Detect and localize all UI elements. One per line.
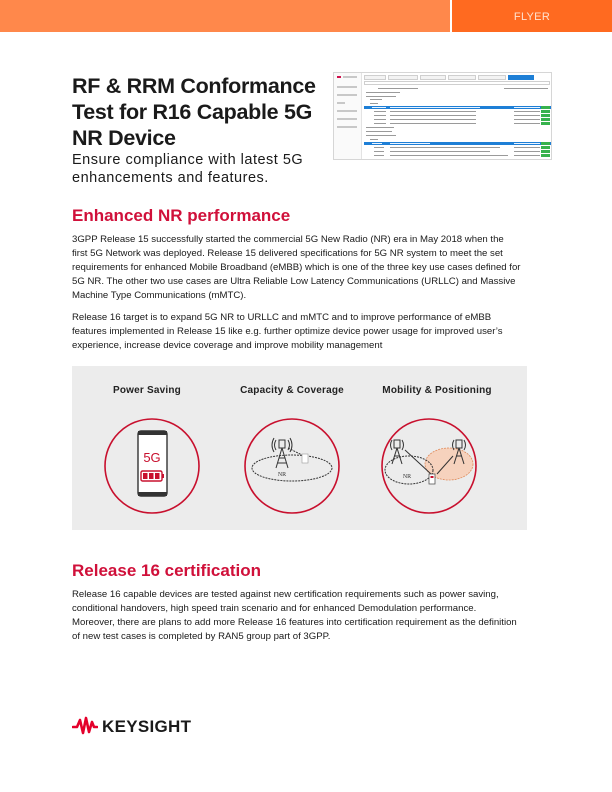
subtitle-line: enhancements and features. bbox=[72, 170, 269, 186]
title-line: NR Device bbox=[72, 126, 176, 150]
header-bar-left bbox=[0, 0, 450, 32]
screenshot-sidebar bbox=[334, 73, 362, 160]
text-line: Release 16 target is to expand 5G NR to URLLC and mMTC and to improve performance of eMBB bbox=[72, 312, 492, 323]
text-line: conditional handovers, high speed train scenario and for enhanced Demodulation performance. bbox=[72, 602, 477, 614]
svg-text:5G: 5G bbox=[143, 450, 161, 465]
text-line: 3GPP Release 15 successfully started the commercial 5G New Radio (NR) era in May 2018 when the bbox=[72, 234, 504, 245]
doc-type-label: FLYER bbox=[513, 11, 551, 23]
screenshot-toolbar bbox=[364, 81, 550, 85]
screenshot-tabs bbox=[364, 75, 550, 80]
svg-text:NR: NR bbox=[402, 474, 412, 480]
text-line: of new test cases is completed by RAN5 group part of 3GPP. bbox=[72, 630, 331, 642]
paragraph-release15 bbox=[72, 233, 542, 303]
app-logo-icon bbox=[337, 76, 341, 78]
doc-type-tab bbox=[452, 0, 612, 32]
cell-tower-coverage-icon bbox=[242, 418, 342, 514]
feature-illustration bbox=[72, 366, 527, 530]
title-line: RF & RRM Conformance bbox=[72, 74, 316, 98]
text-line: Moreover, there are plans to add more Release 16 features into certification requirement as the definition bbox=[72, 616, 517, 628]
phone-battery-icon bbox=[102, 418, 202, 514]
keysight-wave-icon bbox=[72, 716, 98, 736]
text-line: Machine Type Communications (mMTC). bbox=[72, 289, 247, 301]
title-line: Test for R16 Capable 5G bbox=[72, 100, 313, 124]
text-line: 5G NR. The other two use cases are Ultra Reliable Low Latency Communications (URLLC) and Massive bbox=[72, 275, 516, 287]
page-subtitle bbox=[72, 151, 342, 187]
section-heading-enhanced-nr: Enhanced NR performance bbox=[72, 206, 291, 225]
brand-name: KEYSIGHT bbox=[102, 717, 192, 736]
section-heading-release16: Release 16 certification bbox=[72, 561, 261, 580]
paragraph-release16-certification bbox=[72, 588, 542, 644]
subtitle-line: Ensure compliance with latest 5G bbox=[72, 152, 304, 168]
text-line: experience, increase device coverage and improve mobility management bbox=[72, 339, 383, 351]
software-screenshot bbox=[333, 72, 552, 160]
text-line: features implemented in Release 15 like e.g. further optimize device power usage for improved user’s bbox=[72, 325, 503, 337]
svg-text:NR: NR bbox=[277, 472, 287, 478]
caption-power-saving: Power Saving bbox=[113, 385, 181, 396]
caption-mobility-positioning: Mobility & Positioning bbox=[382, 385, 492, 396]
text-line: Release 16 capable devices are tested against new certification requirements such as power saving, bbox=[72, 589, 499, 600]
caption-capacity-coverage: Capacity & Coverage bbox=[240, 385, 344, 396]
paragraph-release16-target bbox=[72, 311, 542, 353]
page-title bbox=[72, 73, 332, 151]
header-bar bbox=[0, 0, 612, 32]
cell-handover-icon bbox=[379, 418, 479, 514]
text-line: requirements for enhanced Mobile Broadband (eMBB) which is one of the three key use cases defined for bbox=[72, 261, 521, 273]
text-line: first 5G Network was deployed. Release 15 delivered specifications for 5G NR system to meet the set bbox=[72, 247, 503, 259]
